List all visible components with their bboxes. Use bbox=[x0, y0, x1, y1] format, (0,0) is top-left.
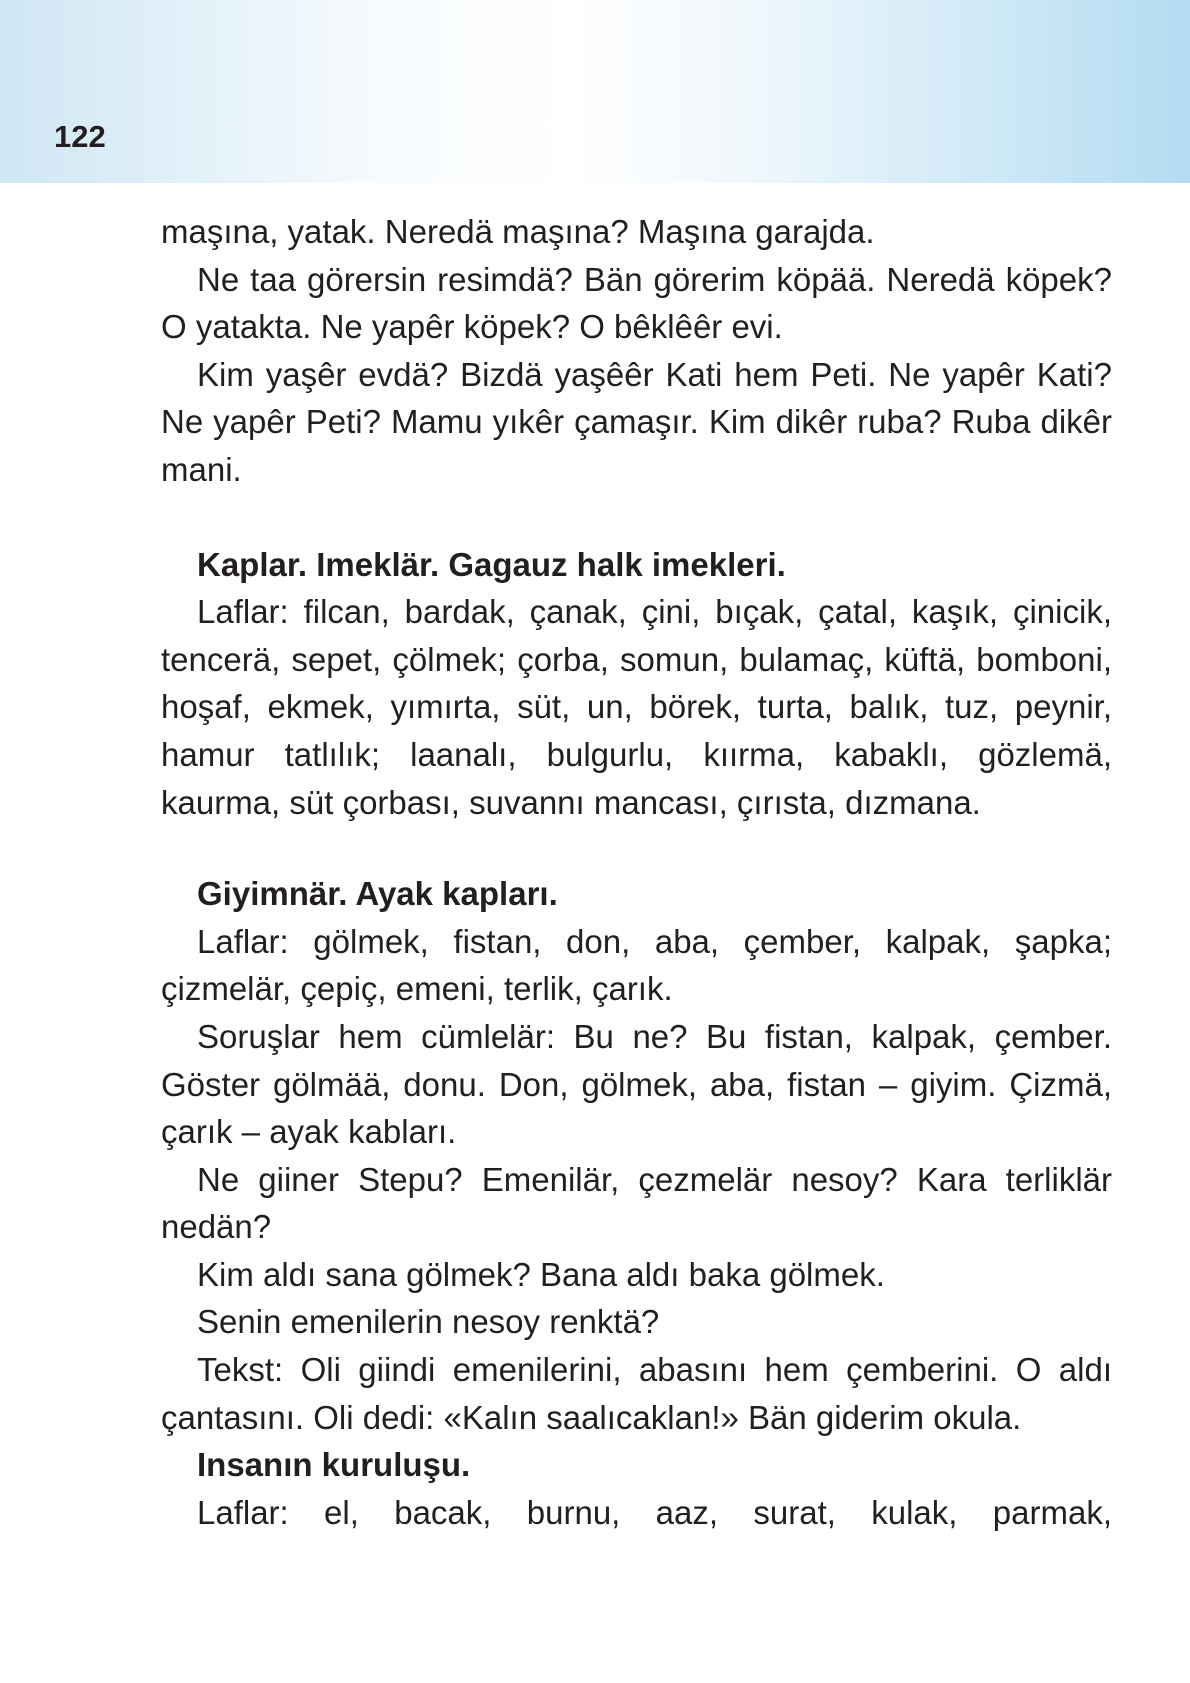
section-heading-giyimnar: Giyimnär. Ayak kapları. bbox=[197, 875, 558, 913]
paragraph: Laflar: filcan, bardak, çanak, çini, bıçak, çatal, kaşık, çinicik, tencerä, sepet, çölmek; çorba, somun, bulamaç, küftä, bomboni, hoşaf, ekmek, yımırta, süt, un, börek, turta, balık, tuz, peynir, hamur tatlılık; laanalı, bulgurlu, kıırma, kabaklı, gözlemä, kaurma, süt çorbası, suvannı mancası, çırısta, dızmana. bbox=[161, 593, 1112, 821]
paragraph: Ne giiner Stepu? Emenilär, çezmelär nesoy? Kara terliklär nedän? bbox=[161, 1160, 1112, 1246]
paragraph: Soruşlar hem cümlelär: Bu ne? Bu fistan, kalpak, çember. Göster gölmää, donu. Don, gölmek, aba, fistan – giyim. Çizmä, çarık – ayak kabları. bbox=[161, 1017, 1112, 1151]
section-heading-insanin-kurulusu: Insanın kuruluşu. bbox=[197, 1446, 471, 1484]
page-number: 122 bbox=[54, 119, 106, 154]
page-header-band bbox=[0, 0, 1190, 183]
paragraph: Kim yaşêr evdä? Bizdä yaşêêr Kati hem Peti. Ne yapêr Kati? Ne yapêr Peti? Mamu yıkêr çamaşır. Kim dikêr ruba? Ruba dikêr mani. bbox=[161, 355, 1112, 488]
paragraph: Tekst: Oli giindi emenilerini, abasını hem çemberini. O aldı çantasını. Oli dedi: «Kalın saalıcaklan!» Bän giderim okula. bbox=[161, 1351, 1112, 1436]
paragraph: Senin emenilerin nesoy renktä? bbox=[197, 1303, 660, 1341]
paragraph: Kim aldı sana gölmek? Bana aldı baka gölmek. bbox=[197, 1255, 885, 1293]
paragraph: Laflar: el, bacak, burnu, aaz, surat, kulak, parmak, bbox=[197, 1493, 1112, 1531]
paragraph: maşına, yatak. Neredä maşına? Maşına garajda. bbox=[161, 213, 875, 250]
section-heading-kaplar: Kaplar. Imeklär. Gagauz halk imekleri. bbox=[197, 545, 786, 583]
paragraph: Ne taa görersin resimdä? Bän görerim köpää. Neredä köpek? O yatakta. Ne yapêr köpek? O bêklêêr evi. bbox=[161, 260, 1112, 346]
paragraph: Laflar: gölmek, fistan, don, aba, çember, kalpak, şapka; çizmelär, çepiç, emeni, terlik, çarık. bbox=[161, 922, 1112, 1008]
page-body bbox=[161, 208, 1112, 1536]
